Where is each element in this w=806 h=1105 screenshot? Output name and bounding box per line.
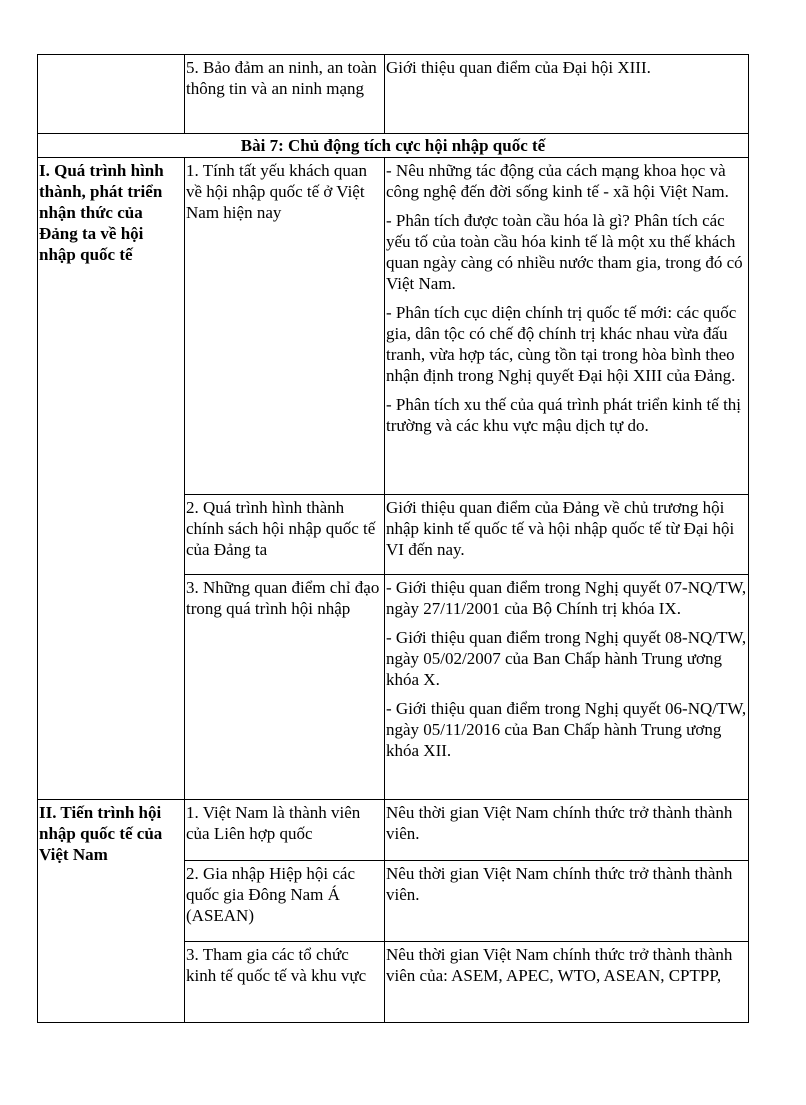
requirement-text: - Phân tích xu thế của quá trình phát triển kinh tế thị trường và các khu vực mậu dịch tự do. xyxy=(386,395,742,435)
syllabus-table xyxy=(37,54,749,1023)
requirement-text: Giới thiệu quan điểm của Đại hội XIII. xyxy=(386,58,651,77)
requirements-cell xyxy=(385,55,749,134)
topic-cell xyxy=(185,158,385,495)
topic-cell xyxy=(185,55,385,134)
requirements-cell xyxy=(385,158,749,495)
requirements-cell xyxy=(385,942,749,1023)
section-cell-empty xyxy=(38,55,185,134)
requirement-text: - Giới thiệu quan điểm trong Nghị quyết 08-NQ/TW, ngày 05/02/2007 của Ban Chấp hành Trung ương khóa X. xyxy=(386,628,747,689)
table-row xyxy=(38,800,749,861)
topic-text: 3. Tham gia các tổ chức kinh tế quốc tế và khu vực xyxy=(186,945,367,985)
requirement-text: Nêu thời gian Việt Nam chính thức trở thành thành viên của: ASEM, APEC, WTO, ASEAN, CPTPP, xyxy=(386,945,733,985)
requirement-text: - Giới thiệu quan điểm trong Nghị quyết 07-NQ/TW, ngày 27/11/2001 của Bộ Chính trị khóa IX. xyxy=(386,578,747,618)
topic-text: 5. Bảo đảm an ninh, an toàn thông tin và an ninh mạng xyxy=(186,58,377,98)
section-title: II. Tiến trình hội nhập quốc tế của Việt Nam xyxy=(39,803,163,864)
requirements-cell xyxy=(385,495,749,575)
table-row xyxy=(38,158,749,495)
requirements-cell xyxy=(385,575,749,800)
requirements-cell xyxy=(385,861,749,942)
requirement-text: Nêu thời gian Việt Nam chính thức trở thành thành viên. xyxy=(386,803,733,843)
requirement-text: - Phân tích cục diện chính trị quốc tế mới: các quốc gia, dân tộc có chế độ chính trị khác nhau vừa đấu tranh, vừa hợp tác, cùng tồn tại trong hòa bình theo nhận định trong Nghị quyết Đại hội XIII của Đảng. xyxy=(386,303,737,385)
lesson-header-row xyxy=(38,134,749,158)
topic-cell xyxy=(185,942,385,1023)
requirement-text: - Nêu những tác động của cách mạng khoa học và công nghệ đến đời sống kinh tế - xã hội Việt Nam. xyxy=(386,161,729,201)
section-title: I. Quá trình hình thành, phát triển nhận thức của Đảng ta về hội nhập quốc tế xyxy=(39,161,164,264)
topic-cell xyxy=(185,575,385,800)
topic-text: 2. Gia nhập Hiệp hội các quốc gia Đông Nam Á (ASEAN) xyxy=(186,864,355,925)
requirement-text: Nêu thời gian Việt Nam chính thức trở thành thành viên. xyxy=(386,864,733,904)
requirement-text: - Phân tích được toàn cầu hóa là gì? Phân tích các yếu tố của toàn cầu hóa kinh tế là một xu thế khách quan ngày càng có nhiều nước tham gia, trong đó có Việt Nam. xyxy=(386,211,743,293)
topic-text: 1. Tính tất yếu khách quan về hội nhập quốc tế ở Việt Nam hiện nay xyxy=(186,161,367,222)
topic-cell xyxy=(185,800,385,861)
topic-text: 1. Việt Nam là thành viên của Liên hợp quốc xyxy=(186,803,361,843)
topic-text: 2. Quá trình hình thành chính sách hội nhập quốc tế của Đảng ta xyxy=(186,498,376,559)
topic-cell xyxy=(185,861,385,942)
requirement-text: - Giới thiệu quan điểm trong Nghị quyết 06-NQ/TW, ngày 05/11/2016 của Ban Chấp hành Trung ương khóa XII. xyxy=(386,699,747,760)
topic-text: 3. Những quan điểm chỉ đạo trong quá trình hội nhập xyxy=(186,578,380,618)
requirement-text: Giới thiệu quan điểm của Đảng về chủ trương hội nhập kinh tế quốc tế và hội nhập quốc tế từ Đại hội VI đến nay. xyxy=(386,498,735,559)
requirements-cell xyxy=(385,800,749,861)
section-title-cell xyxy=(38,158,185,800)
section-title-cell xyxy=(38,800,185,1023)
document-page xyxy=(37,54,748,1023)
topic-cell xyxy=(185,495,385,575)
lesson-title: Bài 7: Chủ động tích cực hội nhập quốc tế xyxy=(38,134,749,158)
table-row xyxy=(38,55,749,134)
